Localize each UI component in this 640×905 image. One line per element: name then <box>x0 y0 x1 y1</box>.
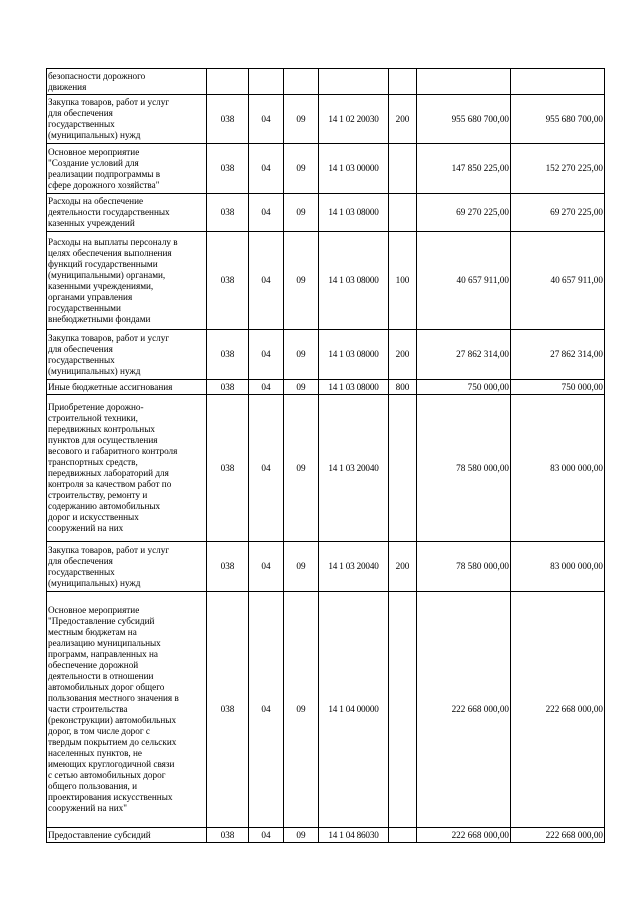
subsection-code: 09 <box>284 95 319 144</box>
amount-year-1: 222 668 000,00 <box>417 828 511 843</box>
expense-kind-code <box>389 395 417 542</box>
amount-year-1: 40 657 911,00 <box>417 232 511 330</box>
target-article-code: 14 1 03 20040 <box>319 542 389 592</box>
expense-kind-code <box>389 592 417 828</box>
amount-year-2: 40 657 911,00 <box>511 232 605 330</box>
subsection-code: 09 <box>284 395 319 542</box>
ministry-code: 038 <box>207 380 249 395</box>
table-row <box>47 828 605 843</box>
section-code: 04 <box>249 542 284 592</box>
ministry-code: 038 <box>207 95 249 144</box>
table-row <box>47 542 605 592</box>
budget-table <box>46 68 605 843</box>
amount-year-2: 222 668 000,00 <box>511 592 605 828</box>
target-article-code: 14 1 03 20040 <box>319 395 389 542</box>
table-row <box>47 144 605 194</box>
table-row <box>47 395 605 542</box>
table-row <box>47 69 605 95</box>
target-article-code <box>319 69 389 95</box>
subsection-code: 09 <box>284 232 319 330</box>
ministry-code: 038 <box>207 828 249 843</box>
amount-year-1: 78 580 000,00 <box>417 395 511 542</box>
subsection-code: 09 <box>284 194 319 232</box>
section-code <box>249 69 284 95</box>
amount-year-2: 83 000 000,00 <box>511 542 605 592</box>
table-row <box>47 330 605 380</box>
target-article-code: 14 1 03 08000 <box>319 232 389 330</box>
expense-kind-code: 200 <box>389 542 417 592</box>
expense-name: Закупка товаров, работ и услуг для обеспечения государственных (муниципальных) нужд <box>47 95 207 144</box>
subsection-code: 09 <box>284 828 319 843</box>
section-code: 04 <box>249 380 284 395</box>
ministry-code <box>207 69 249 95</box>
expense-name: Иные бюджетные ассигнования <box>47 380 207 395</box>
table-row <box>47 95 605 144</box>
section-code: 04 <box>249 232 284 330</box>
expense-name: безопасности дорожного движения <box>47 69 207 95</box>
target-article-code: 14 1 03 00000 <box>319 144 389 194</box>
amount-year-1 <box>417 69 511 95</box>
expense-name: Предоставление субсидий <box>47 828 207 843</box>
expense-name: Основное мероприятие "Создание условий для реализации подпрограммы в сфере дорожного хозяйства" <box>47 144 207 194</box>
subsection-code: 09 <box>284 380 319 395</box>
section-code: 04 <box>249 395 284 542</box>
amount-year-2: 750 000,00 <box>511 380 605 395</box>
target-article-code: 14 1 04 00000 <box>319 592 389 828</box>
amount-year-2: 69 270 225,00 <box>511 194 605 232</box>
amount-year-2: 222 668 000,00 <box>511 828 605 843</box>
expense-kind-code <box>389 69 417 95</box>
subsection-code: 09 <box>284 144 319 194</box>
amount-year-2 <box>511 69 605 95</box>
table-row <box>47 232 605 330</box>
expense-kind-code <box>389 194 417 232</box>
ministry-code: 038 <box>207 542 249 592</box>
ministry-code: 038 <box>207 395 249 542</box>
expense-name: Расходы на выплаты персоналу в целях обеспечения выполнения функций государственными (муниципальными) органами, казенными учреждениями, органами управления государственными внебюджетными фондами <box>47 232 207 330</box>
ministry-code: 038 <box>207 194 249 232</box>
expense-name: Закупка товаров, работ и услуг для обеспечения государственных (муниципальных) нужд <box>47 330 207 380</box>
amount-year-2: 955 680 700,00 <box>511 95 605 144</box>
target-article-code: 14 1 03 08000 <box>319 330 389 380</box>
amount-year-1: 222 668 000,00 <box>417 592 511 828</box>
amount-year-1: 78 580 000,00 <box>417 542 511 592</box>
section-code: 04 <box>249 144 284 194</box>
expense-kind-code: 800 <box>389 380 417 395</box>
subsection-code: 09 <box>284 542 319 592</box>
amount-year-1: 750 000,00 <box>417 380 511 395</box>
target-article-code: 14 1 03 08000 <box>319 380 389 395</box>
target-article-code: 14 1 04 86030 <box>319 828 389 843</box>
table-row <box>47 194 605 232</box>
table-row <box>47 380 605 395</box>
amount-year-2: 152 270 225,00 <box>511 144 605 194</box>
amount-year-2: 83 000 000,00 <box>511 395 605 542</box>
subsection-code: 09 <box>284 330 319 380</box>
amount-year-1: 955 680 700,00 <box>417 95 511 144</box>
ministry-code: 038 <box>207 592 249 828</box>
target-article-code: 14 1 03 08000 <box>319 194 389 232</box>
expense-name: Основное мероприятие "Предоставление субсидий местным бюджетам на реализацию муниципальных программ, направленных на обеспечение дорожной деятельности в отношении автомобильных дорог общего пользования местного значения в части строительства (реконструкции) автомобильных дорог, в том числе дорог с твердым покрытием до сельских населенных пунктов, не имеющих круглогодичной связи с сетью автомобильных дорог общего пользования, и проектирования искусственных сооружений на них" <box>47 592 207 828</box>
subsection-code: 09 <box>284 592 319 828</box>
amount-year-2: 27 862 314,00 <box>511 330 605 380</box>
expense-kind-code <box>389 144 417 194</box>
expense-name: Закупка товаров, работ и услуг для обеспечения государственных (муниципальных) нужд <box>47 542 207 592</box>
section-code: 04 <box>249 592 284 828</box>
target-article-code: 14 1 02 20030 <box>319 95 389 144</box>
amount-year-1: 27 862 314,00 <box>417 330 511 380</box>
expense-name: Приобретение дорожно- строительной техники, передвижных контрольных пунктов для осуществления весового и габаритного контроля транспортных средств, передвижных лабораторий для контроля за качеством работ по строительству, ремонту и содержанию автомобильных дорог и искусственных сооружений на них <box>47 395 207 542</box>
section-code: 04 <box>249 828 284 843</box>
section-code: 04 <box>249 194 284 232</box>
expense-kind-code: 200 <box>389 330 417 380</box>
expense-name: Расходы на обеспечение деятельности государственных казенных учреждений <box>47 194 207 232</box>
section-code: 04 <box>249 95 284 144</box>
ministry-code: 038 <box>207 144 249 194</box>
expense-kind-code: 100 <box>389 232 417 330</box>
ministry-code: 038 <box>207 330 249 380</box>
section-code: 04 <box>249 330 284 380</box>
table-row <box>47 592 605 828</box>
expense-kind-code <box>389 828 417 843</box>
subsection-code <box>284 69 319 95</box>
amount-year-1: 69 270 225,00 <box>417 194 511 232</box>
amount-year-1: 147 850 225,00 <box>417 144 511 194</box>
expense-kind-code: 200 <box>389 95 417 144</box>
ministry-code: 038 <box>207 232 249 330</box>
